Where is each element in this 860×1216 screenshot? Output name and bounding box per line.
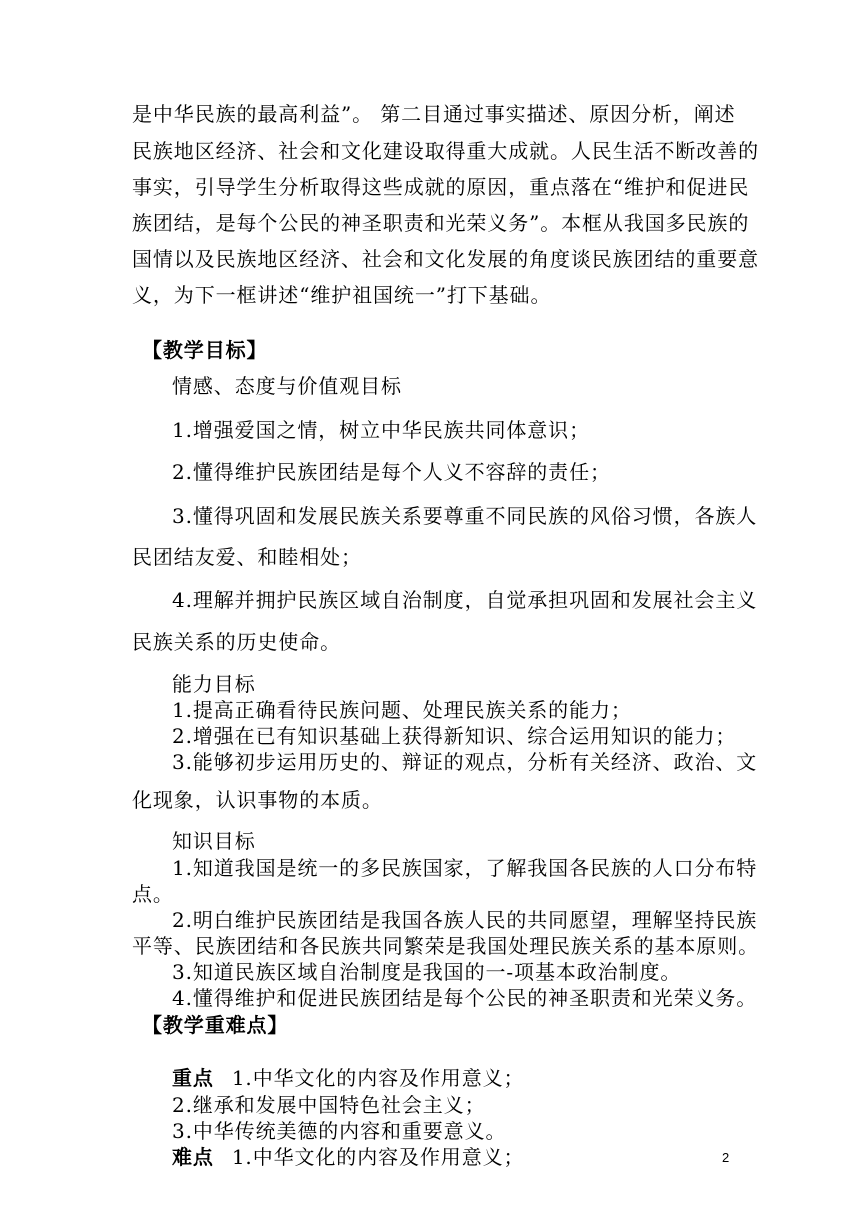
emotion-item: 3.懂得巩固和发展民族关系要尊重不同民族的风俗习惯，各族人 bbox=[172, 504, 758, 528]
knowledge-item: 2.明白维护民族团结是我国各族人民的共同愿望，理解坚持民族 bbox=[172, 908, 758, 932]
key-point-line bbox=[172, 1066, 524, 1090]
knowledge-item: 3.知道民族区域自治制度是我国的一-项基本政治制度。 bbox=[172, 960, 682, 984]
ability-item: 1.提高正确看待民族问题、处理民族关系的能力； bbox=[172, 698, 632, 722]
key-item: 2.继承和发展中国特色社会主义； bbox=[172, 1093, 486, 1117]
knowledge-item: 4.懂得维护和促进民族团结是每个公民的神圣职责和光荣义务。 bbox=[172, 986, 758, 1010]
key-item: 3.中华传统美德的内容和重要意义。 bbox=[172, 1119, 507, 1143]
intro-line: 事实，引导学生分析取得这些成就的原因，重点落在“维护和促进民 bbox=[132, 175, 750, 199]
hard-item: 1.中华文化的内容及作用意义； bbox=[231, 1145, 525, 1169]
ability-item: 化现象，认识事物的本质。 bbox=[132, 788, 383, 812]
knowledge-item: 1.知道我国是统一的多民族国家，了解我国各民族的人口分布特 bbox=[172, 856, 758, 880]
emotion-item: 民族关系的历史使命。 bbox=[132, 630, 341, 654]
intro-line: 义，为下一框讲述“维护祖国统一”打下基础。 bbox=[132, 283, 552, 307]
hard-point-line bbox=[172, 1145, 524, 1169]
intro-line: 国情以及民族地区经济、社会和文化发展的角度谈民族团结的重要意 bbox=[132, 247, 759, 271]
emotion-item: 民团结友爱、和睦相处； bbox=[132, 545, 362, 569]
page-number: 2 bbox=[722, 1150, 730, 1165]
goals-heading: 【教学目标】 bbox=[142, 338, 268, 362]
ability-item: 3.能够初步运用历史的、辩证的观点，分析有关经济、政治、文 bbox=[172, 750, 758, 774]
emotion-item: 1.增强爱国之情，树立中华民族共同体意识； bbox=[172, 418, 590, 442]
ability-heading: 能力目标 bbox=[172, 672, 256, 696]
knowledge-item: 平等、民族团结和各民族共同繁荣是我国处理民族关系的基本原则。 bbox=[132, 934, 759, 958]
intro-line: 族团结，是每个公民的神圣职责和光荣义务”。本框从我国多民族的 bbox=[132, 211, 750, 235]
emotion-item: 4.理解并拥护民族区域自治制度，自觉承担巩固和发展社会主义 bbox=[172, 588, 758, 612]
intro-line: 民族地区经济、社会和文化建设取得重大成就。人民生活不断改善的 bbox=[132, 139, 759, 163]
ability-item: 2.增强在已有知识基础上获得新知识、综合运用知识的能力； bbox=[172, 724, 737, 748]
knowledge-item: 点。 bbox=[132, 882, 174, 906]
intro-line: 是中华民族的最高利益”。 第二目通过事实描述、原因分析，阐述 bbox=[132, 102, 736, 126]
key-item: 1.中华文化的内容及作用意义； bbox=[231, 1066, 525, 1090]
key-label: 重点 bbox=[172, 1066, 214, 1090]
hard-label: 难点 bbox=[172, 1145, 214, 1169]
emotion-item: 2.懂得维护民族团结是每个人义不容辞的责任； bbox=[172, 460, 611, 484]
keypoints-heading: 【教学重难点】 bbox=[142, 1013, 289, 1037]
knowledge-heading: 知识目标 bbox=[172, 829, 256, 853]
emotion-heading: 情感、态度与价值观目标 bbox=[172, 374, 402, 398]
